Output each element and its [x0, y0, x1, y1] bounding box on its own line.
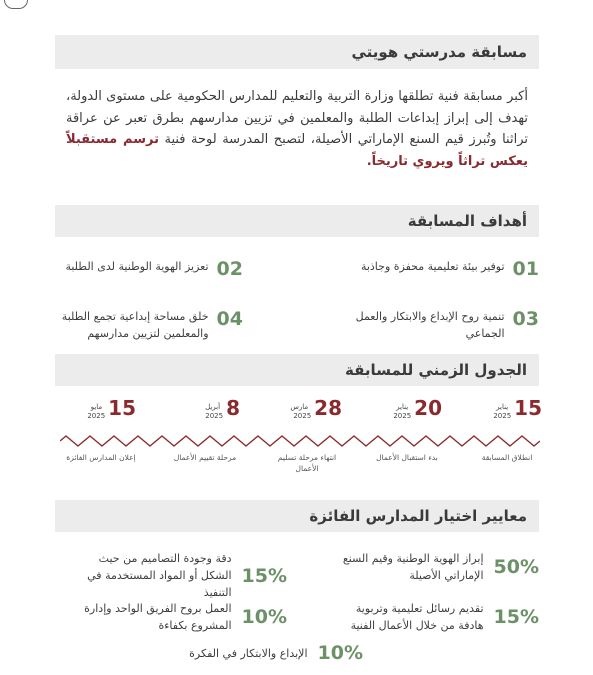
criteria-percent: 15% [241, 564, 287, 587]
goal-item [355, 258, 539, 280]
goal-text: تعزيز الهوية الوطنية لدى الطلبة [65, 260, 209, 273]
criteria-text: الإبداع والابتكار في الفكرة [189, 646, 308, 660]
goal-text: خلق مساحة إبداعية تجمع الطلبة والمعلمين لتزيين مدارسهم [61, 310, 209, 340]
timeline-month: يناير [396, 403, 409, 411]
criteria-item [82, 550, 287, 601]
goal-item [59, 308, 243, 342]
criteria-percent: 15% [493, 606, 539, 628]
goal-item [59, 258, 243, 280]
timeline-label: انتهاء مرحلة تسليم الأعمال [277, 453, 337, 473]
goal-text: تنمية روح الإبداع والابتكار والعمل الجماعي [355, 310, 505, 340]
criteria-item [334, 600, 539, 634]
page-title: مسابقة مدرستي هويتي [351, 43, 527, 61]
criteria-percent: 50% [493, 556, 539, 578]
timeline-title: الجدول الزمني للمسابقة [345, 361, 527, 379]
goal-number: 04 [216, 308, 243, 330]
timeline-year: 2025 [293, 412, 312, 420]
timeline-month: مايو [90, 403, 103, 411]
criteria-item [334, 550, 539, 584]
timeline [60, 396, 540, 486]
timeline-year: 2025 [205, 412, 224, 420]
criteria-percent: 10% [317, 642, 363, 664]
intro-paragraph [66, 86, 528, 172]
goal-text: توفير بيئة تعليمية محفزة وجاذبة [360, 260, 505, 273]
criteria-item [158, 642, 363, 664]
criteria-text: إبراز الهوية الوطنية وقيم السنع الإماراتي الأصيلة [342, 552, 484, 582]
goal-number: 01 [512, 258, 539, 280]
criteria-title: معايير اختيار المدارس الفائزة [309, 507, 527, 525]
criteria-percent: 10% [241, 606, 287, 628]
timeline-item [170, 396, 240, 462]
goals-section-band [55, 205, 539, 237]
timeline-year: 2025 [393, 412, 412, 420]
timeline-day: 20 [414, 396, 442, 420]
intro-text: أكبر مسابقة فنية تطلقها وزارة التربية والتعليم للمدارس الحكومية على مستوى الدولة، تهدف إلى إبراز إبداعات الطلبة والمعلمين في تزيين مدارسهم بطرق تعبر عن عراقة تراثنا وتُبرز قيم السنع الإماراتي الأصيلة، لتصبح المدرسة لوحة فنية [66, 89, 528, 147]
timeline-month: أبريل [205, 403, 221, 411]
timeline-item [472, 396, 542, 462]
intro-accent: ترسم مستقبلاً يعكس تراثاً ويروي تاريخاً. [66, 132, 528, 169]
timeline-label: انطلاق المسابقة [481, 453, 533, 462]
logo [4, 0, 28, 9]
criteria-item [82, 600, 287, 634]
timeline-item [372, 396, 442, 462]
page-title-band [55, 35, 539, 69]
timeline-month: يناير [496, 403, 509, 411]
timeline-day: 28 [314, 396, 342, 420]
timeline-label: بدء استقبال الأعمال [376, 453, 438, 462]
criteria-text: العمل بروح الفريق الواحد وإدارة المشروع بكفاءة [84, 602, 232, 632]
goal-number: 02 [216, 258, 243, 280]
goals-title: أهداف المسابقة [407, 212, 527, 230]
timeline-label: مرحلة تقييم الأعمال [173, 453, 237, 462]
timeline-section-band [55, 354, 539, 386]
timeline-year: 2025 [493, 412, 512, 420]
timeline-day: 8 [226, 396, 240, 420]
timeline-month: مارس [290, 403, 309, 411]
criteria-text: دقة وجودة التصاميم من حيث الشكل أو المواد المستخدمة في التنفيذ [87, 552, 232, 599]
timeline-item [272, 396, 342, 473]
timeline-year: 2025 [87, 412, 106, 420]
criteria-text: تقديم رسائل تعليمية وتربوية هادفة من خلال الأعمال الفنية [350, 602, 484, 632]
timeline-zigzag-line [60, 434, 540, 448]
goal-number: 03 [512, 308, 539, 330]
criteria-section-band [55, 500, 539, 532]
goal-item [355, 308, 539, 342]
timeline-item [66, 396, 136, 462]
timeline-day: 15 [108, 396, 136, 420]
timeline-day: 15 [514, 396, 542, 420]
timeline-label: إعلان المدارس الفائزة [66, 453, 136, 462]
